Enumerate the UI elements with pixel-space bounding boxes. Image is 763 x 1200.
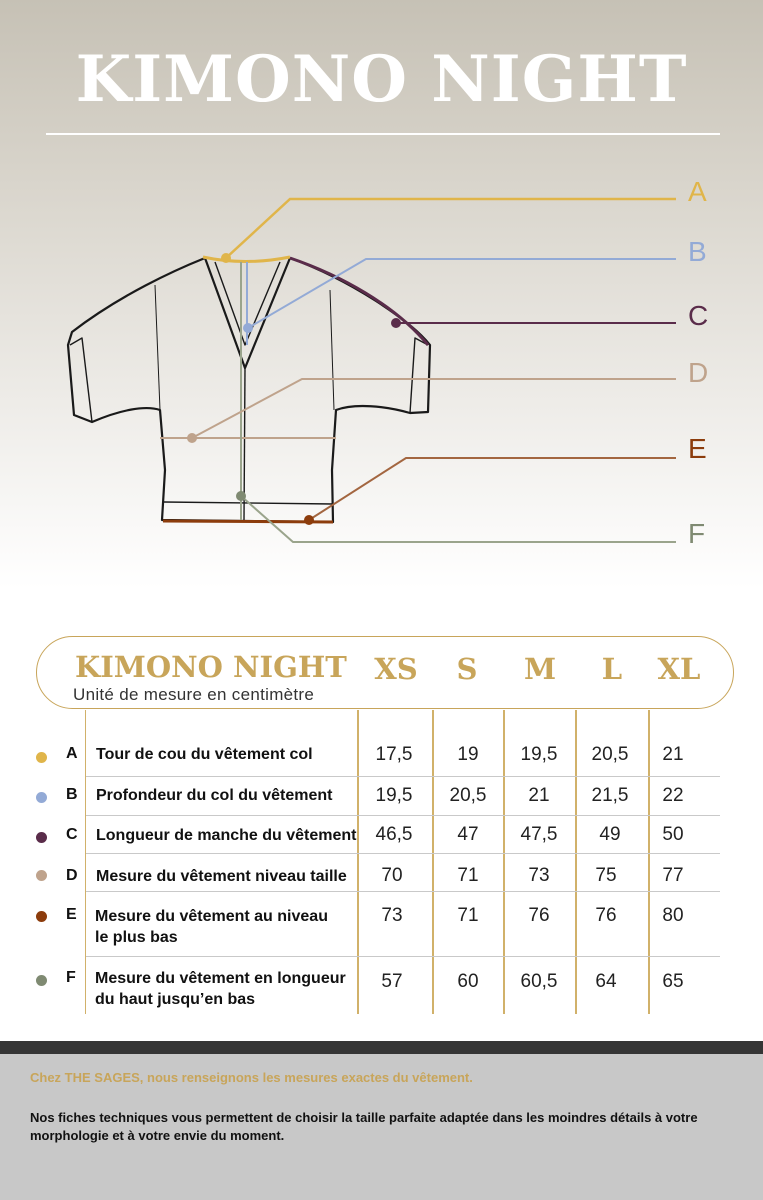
marker-dot-a	[221, 253, 231, 263]
footer-highlight: Chez THE SAGES, nous renseignons les mesures exactes du vêtement.	[30, 1070, 473, 1085]
value-m: 76	[528, 905, 550, 926]
marker-dot-e	[304, 515, 314, 525]
row-divider	[86, 815, 720, 816]
size-header-m: M	[523, 652, 557, 686]
value-m: 73	[528, 865, 550, 886]
value-l: 49	[599, 824, 621, 845]
value-m: 21	[528, 785, 550, 806]
label-column-divider	[85, 710, 86, 1014]
neck-edge-a	[203, 257, 290, 262]
sleeve-right-cuff	[410, 338, 428, 413]
row-label: Profondeur du col du vêtement	[96, 787, 333, 804]
value-xs: 57	[381, 971, 403, 992]
marker-dot-f	[236, 491, 246, 501]
marker-dot-d	[187, 433, 197, 443]
value-l: 64	[595, 971, 617, 992]
row-divider	[86, 891, 720, 892]
seam-left	[155, 285, 160, 410]
value-s: 20,5	[449, 785, 487, 806]
row-letter: F	[66, 969, 76, 986]
value-s: 71	[457, 865, 479, 886]
row-label: Mesure du vêtement au niveau le plus bas	[95, 908, 328, 946]
row-divider	[86, 853, 720, 854]
leader-a	[226, 199, 676, 258]
leader-e	[309, 458, 676, 520]
diagram-label-d: D	[688, 357, 709, 388]
size-header-xl: XL	[657, 652, 701, 686]
value-xs: 46,5	[375, 824, 413, 845]
size-header-s: S	[456, 652, 478, 686]
row-letter: E	[66, 906, 77, 923]
diagram-label-a: A	[688, 176, 707, 207]
row-label: Mesure du vêtement en longueur du haut jusqu’en bas	[95, 970, 346, 1008]
value-m: 19,5	[520, 744, 558, 765]
row-color-dot	[36, 792, 47, 803]
row-letter: D	[66, 867, 78, 884]
value-l: 75	[595, 865, 617, 886]
value-xl: 22	[662, 785, 684, 806]
row-color-dot	[36, 870, 47, 881]
diagram-label-f: F	[688, 518, 706, 549]
value-xl: 65	[662, 971, 684, 992]
seam-right	[330, 290, 334, 410]
leader-b	[248, 259, 676, 328]
row-divider	[86, 776, 720, 777]
row-color-dot	[36, 752, 47, 763]
footer-divider-bar	[0, 1041, 763, 1054]
value-xs: 17,5	[375, 744, 413, 765]
value-xl: 50	[662, 824, 684, 845]
diagram-label-b: B	[688, 236, 707, 267]
shoulder-edge-c	[290, 258, 428, 345]
value-xl: 21	[662, 744, 684, 765]
leader-d	[192, 379, 676, 438]
table-subtitle: Unité de mesure en centimètre	[73, 685, 315, 704]
value-xs: 70	[381, 865, 403, 886]
marker-dot-b	[243, 323, 253, 333]
page-title: KIMONO NIGHT	[75, 42, 688, 117]
value-s: 47	[457, 824, 479, 845]
row-letter: A	[66, 745, 78, 762]
row-letter: C	[66, 826, 78, 843]
value-xl: 80	[662, 905, 684, 926]
row-label: Mesure du vêtement niveau taille	[96, 868, 347, 885]
diagram-label-e: E	[688, 433, 707, 464]
size-header-xs: XS	[374, 652, 418, 686]
value-xl: 77	[662, 865, 684, 886]
value-xs: 19,5	[375, 785, 413, 806]
value-xs: 73	[381, 905, 403, 926]
row-letter: B	[66, 786, 78, 803]
value-l: 20,5	[591, 744, 629, 765]
row-color-dot	[36, 911, 47, 922]
marker-dot-c	[391, 318, 401, 328]
footer-description: Nos fiches techniques vous permettent de choisir la taille parfaite adaptée dans les moindres détails à votre morphologie et à votre envie du moment.	[30, 1110, 698, 1143]
value-s: 71	[457, 905, 479, 926]
size-header-l: L	[601, 652, 623, 686]
value-l: 76	[595, 905, 617, 926]
table-title: KIMONO NIGHT	[75, 650, 347, 684]
row-color-dot	[36, 975, 47, 986]
row-label: Longueur de manche du vêtement	[96, 827, 357, 844]
row-label: Tour de cou du vêtement col	[96, 746, 313, 763]
row-divider	[86, 956, 720, 957]
value-m: 60,5	[520, 971, 558, 992]
value-s: 19	[457, 744, 479, 765]
row-color-dot	[36, 832, 47, 843]
value-l: 21,5	[591, 785, 629, 806]
value-s: 60	[457, 971, 479, 992]
diagram-label-c: C	[688, 300, 709, 331]
value-m: 47,5	[520, 824, 558, 845]
